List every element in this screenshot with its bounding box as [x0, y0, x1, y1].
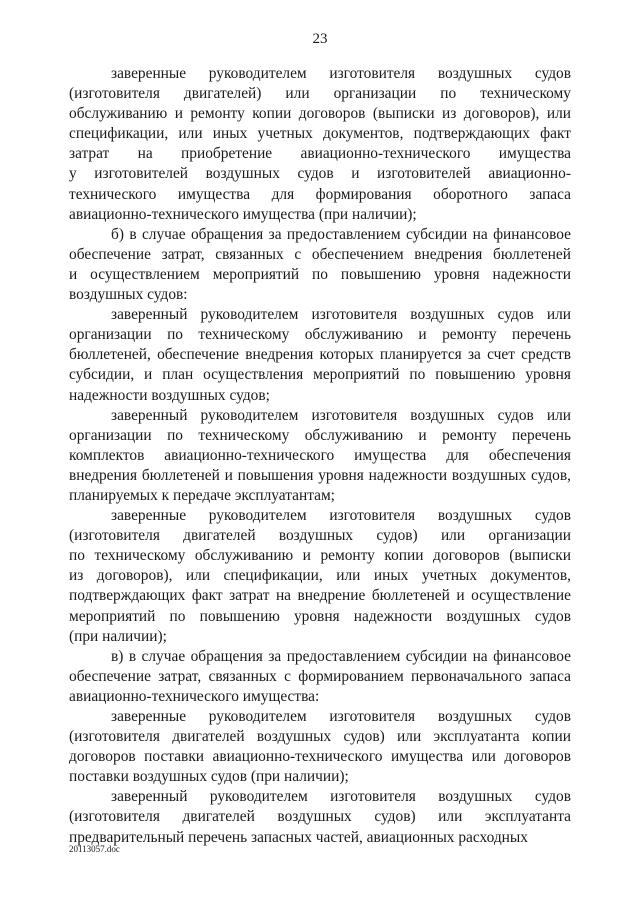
document-body	[69, 64, 571, 848]
text-line: в) в случае обращения за предоставлением субсидии на финансовое	[111, 647, 571, 665]
text-line: из договоров), или спецификации, или иных учетных документов,	[69, 567, 571, 585]
text-line: у изготовителей воздушных судов и изготовителей авиационно-	[69, 165, 571, 183]
text-line: авиационно-технического имущества (при наличии);	[69, 205, 417, 223]
paragraph	[69, 647, 571, 707]
text-line: бюллетеней, обеспечение внедрения которых планируется за счет средств	[69, 346, 571, 364]
text-line: обеспечение затрат, связанных с формированием первоначального запаса	[69, 667, 571, 685]
paragraph	[69, 406, 571, 506]
text-line: (изготовителя двигателей воздушных судов) или эксплуатанта	[69, 808, 571, 826]
text-line: (при наличии);	[69, 627, 167, 645]
paragraph	[69, 787, 571, 847]
paragraph	[69, 64, 571, 225]
page-number: 23	[312, 31, 328, 47]
text-line: надежности воздушных судов;	[69, 386, 270, 404]
text-line: заверенный руководителем изготовителя воздушных судов или	[111, 406, 571, 424]
text-line: затрат на приобретение авиационно-технического имущества	[69, 145, 571, 163]
text-line: спецификации, или иных учетных документов, подтверждающих факт	[69, 125, 571, 143]
text-line: авиационно-технического имущества:	[69, 687, 320, 705]
text-line: организации по техническому обслуживанию и ремонту перечень	[69, 326, 571, 344]
text-line: договоров поставки авиационно-технического имущества или договоров	[69, 748, 571, 766]
text-line: заверенные руководителем изготовителя воздушных судов	[111, 708, 571, 725]
text-line: внедрения бюллетеней и повышения уровня надежности воздушных судов,	[69, 466, 571, 484]
text-line: заверенные руководителем изготовителя воздушных судов	[111, 507, 571, 525]
text-line: комплектов авиационно-технического имущества для обеспечения	[69, 446, 571, 464]
text-line: (изготовителя двигателей воздушных судов) или организации	[69, 527, 571, 545]
text-line: заверенный руководителем изготовителя воздушных судов	[111, 788, 571, 806]
text-line: обеспечение затрат, связанных с обеспечением внедрения бюллетеней	[69, 245, 571, 263]
text-line: планируемых к передаче эксплуатантам;	[69, 486, 335, 504]
paragraph	[69, 225, 571, 305]
text-line: предварительный перечень запасных частей, авиационных расходных	[69, 828, 528, 846]
text-line: поставки воздушных судов (при наличии);	[69, 768, 349, 786]
text-line: организации по техническому обслуживанию и ремонту перечень	[69, 426, 571, 444]
text-line: мероприятий по повышению уровня надежности воздушных судов	[69, 607, 571, 625]
text-line: заверенный руководителем изготовителя воздушных судов или	[111, 306, 571, 324]
text-line: (изготовителя двигателей воздушных судов) или эксплуатанта копии	[69, 728, 571, 746]
paragraph	[69, 506, 571, 647]
text-line: б) в случае обращения за предоставлением субсидии на финансовое	[111, 225, 571, 243]
text-line: заверенные руководителем изготовителя воздушных судов	[111, 65, 571, 82]
text-line: обслуживанию и ремонту копии договоров (выписки из договоров), или	[69, 105, 571, 123]
paragraph	[69, 305, 571, 405]
text-line: подтверждающих факт затрат на внедрение бюллетеней и осуществление	[69, 587, 571, 605]
text-line: субсидии, и план осуществления мероприятий по повышению уровня	[69, 366, 571, 384]
text-line: и осуществлением мероприятий по повышению уровня надежности	[69, 265, 571, 283]
text-line: технического имущества для формирования оборотного запаса	[69, 185, 571, 203]
document-file-id: 20113057.doc	[69, 844, 120, 854]
text-line: (изготовителя двигателей) или организации по техническому	[69, 85, 571, 103]
text-line: воздушных судов:	[69, 286, 188, 304]
text-line: по техническому обслуживанию и ремонту копии договоров (выписки	[69, 547, 571, 565]
paragraph	[69, 707, 571, 787]
